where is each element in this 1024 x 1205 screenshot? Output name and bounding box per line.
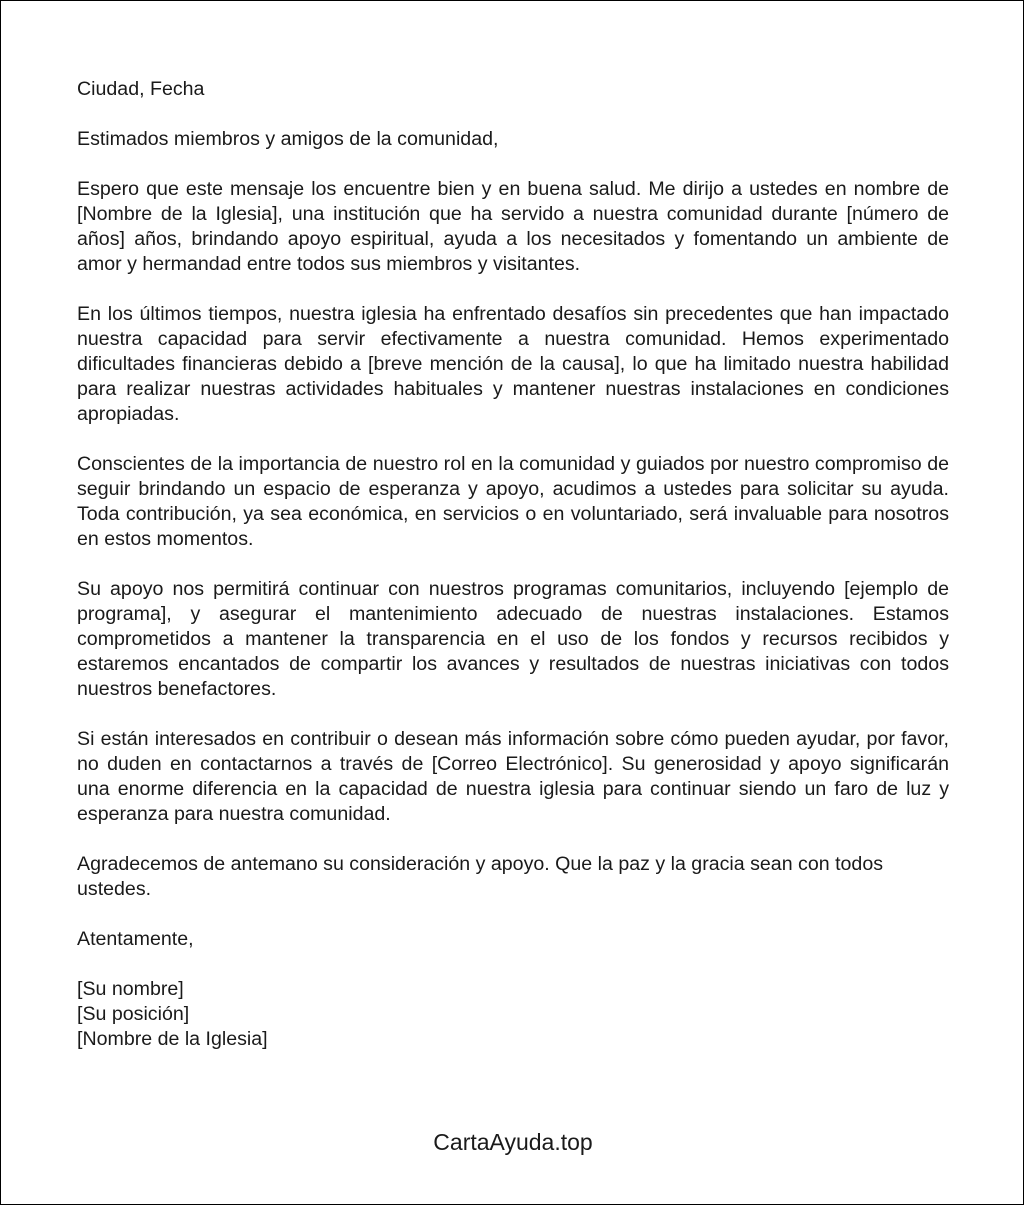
signature-church: [Nombre de la Iglesia] [77,1028,268,1050]
place-date-line: Ciudad, Fecha [77,78,205,100]
signature-block [77,977,949,1052]
salutation: Estimados miembros y amigos de la comunidad, [77,128,499,150]
letter-body [77,77,949,1052]
paragraph-contact: Si están interesados en contribuir o desean más información sobre cómo pueden ayudar, por favor, no duden en contactarnos a través de [Correo Electrónico]. Su generosidad y apoyo significarán una enorme diferencia en la capacidad de nuestra iglesia para continuar siendo un faro de luz y esperanza para nuestra comunidad. [77,728,949,825]
paragraph-challenges: En los últimos tiempos, nuestra iglesia ha enfrentado desafíos sin precedentes que han impactado nuestra capacidad para servir efectivamente a nuestra comunidad. Hemos experimentado dificultades financieras debido a [breve mención de la causa], lo que ha limitado nuestra habilidad para realizar nuestras actividades habituales y mantener nuestras instalaciones en condiciones apropiadas. [77,303,949,425]
paragraph-request: Conscientes de la importancia de nuestro rol en la comunidad y guiados por nuestro compromiso de seguir brindando un espacio de esperanza y apoyo, acudimos a ustedes para solicitar su ayuda. Toda contribución, ya sea económica, en servicios o en voluntariado, será invaluable para nosotros en estos momentos. [77,453,949,550]
paragraph-impact: Su apoyo nos permitirá continuar con nuestros programas comunitarios, incluyendo [ejemplo de programa], y asegurar el mantenimiento adecuado de nuestras instalaciones. Estamos comprometidos a mantener la transparencia en el uso de los fondos y recursos recibidos y estaremos encantados de compartir los avances y resultados de nuestras iniciativas con todos nuestros benefactores. [77,578,949,700]
closing: Atentamente, [77,928,194,950]
signature-position: [Su posición] [77,1003,190,1025]
paragraph-introduction: Espero que este mensaje los encuentre bien y en buena salud. Me dirijo a ustedes en nombre de [Nombre de la Iglesia], una institución que ha servido a nuestra comunidad durante [número de años] años, brindando apoyo espiritual, ayuda a los necesitados y fomentando un ambiente de amor y hermandad entre todos sus miembros y visitantes. [77,178,949,275]
footer-site-name: CartaAyuda.top [433,1129,593,1155]
paragraph-thanks: Agradecemos de antemano su consideración y apoyo. Que la paz y la gracia sean con todos ustedes. [77,853,884,900]
signature-name: [Su nombre] [77,978,184,1000]
